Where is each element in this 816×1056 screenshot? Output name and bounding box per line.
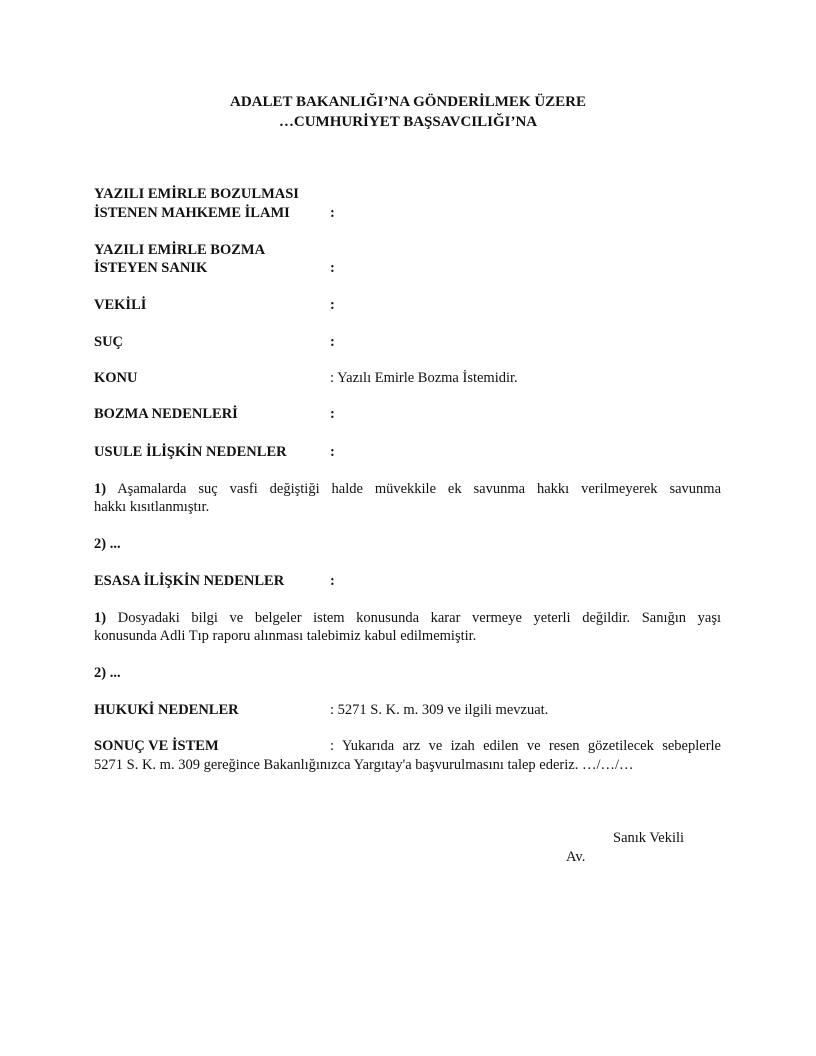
- usule-item-1-text: Aşamalarda suç vasfi değiştiği halde müvekkile ek savunma hakkı verilmeyerek savunma: [117, 481, 722, 497]
- esasa-label: ESASA İLİŞKİN NEDENLER: [94, 573, 285, 589]
- ilam-label-line-2: İSTENEN MAHKEME İLAMI: [94, 205, 290, 221]
- usule-item-1-line-1: [94, 481, 721, 498]
- usule-item-2: 2) ...: [94, 536, 121, 552]
- sonuc-line-2: 5271 S. K. m. 309 gereğince Bakanlığınızca Yargıtay'a başvurulmasını talep ederiz. …/…/…: [94, 757, 634, 773]
- vekili-label: VEKİLİ: [94, 297, 147, 313]
- esasa-item-1-number: 1): [94, 610, 107, 626]
- esasa-colon: :: [330, 573, 335, 589]
- signature-role: Sanık Vekili: [613, 830, 685, 846]
- sanik-label-line-2: İSTEYEN SANIK: [94, 260, 208, 276]
- esasa-item-2: 2) ...: [94, 665, 121, 681]
- bozma-nedenleri-label: BOZMA NEDENLERİ: [94, 406, 238, 422]
- ilam-colon: :: [330, 205, 335, 221]
- suc-colon: :: [330, 334, 335, 350]
- ilam-label-line-1: YAZILI EMİRLE BOZULMASI: [94, 186, 299, 202]
- usule-colon: :: [330, 444, 335, 460]
- vekili-colon: :: [330, 297, 335, 313]
- sanik-colon: :: [330, 260, 335, 276]
- esasa-item-1-line-2: konusunda Adli Tıp raporu alınması talebimiz kabul edilmemiştir.: [94, 628, 477, 644]
- konu-value: : Yazılı Emirle Bozma İstemidir.: [330, 370, 518, 386]
- usule-item-1-number: 1): [94, 481, 107, 497]
- bozma-nedenleri-colon: :: [330, 406, 335, 422]
- esasa-item-1-line-1: [94, 610, 721, 627]
- usule-label: USULE İLİŞKİN NEDENLER: [94, 444, 287, 460]
- esasa-item-1-text: Dosyadaki bilgi ve belgeler istem konusunda karar vermeye yeterli değildir. Sanığın yaşı: [117, 610, 722, 626]
- signature-name: Av.: [566, 849, 586, 865]
- usule-item-1-line-2: hakkı kısıtlanmıştır.: [94, 499, 210, 515]
- hukuki-label: HUKUKİ NEDENLER: [94, 702, 239, 718]
- sonuc-line-1: : Yukarıda arz ve izah edilen ve resen gözetilecek sebeplerle: [330, 738, 721, 754]
- sonuc-label: SONUÇ VE İSTEM: [94, 738, 219, 754]
- konu-label: KONU: [94, 370, 138, 386]
- hukuki-value: : 5271 S. K. m. 309 ve ilgili mevzuat.: [330, 702, 549, 718]
- header-line-1: ADALET BAKANLIĞI’NA GÖNDERİLMEK ÜZERE: [229, 94, 587, 110]
- sanik-label-line-1: YAZILI EMİRLE BOZMA: [94, 242, 266, 258]
- header-line-2: …CUMHURİYET BAŞSAVCILIĞI’NA: [278, 114, 538, 130]
- suc-label: SUÇ: [94, 334, 124, 350]
